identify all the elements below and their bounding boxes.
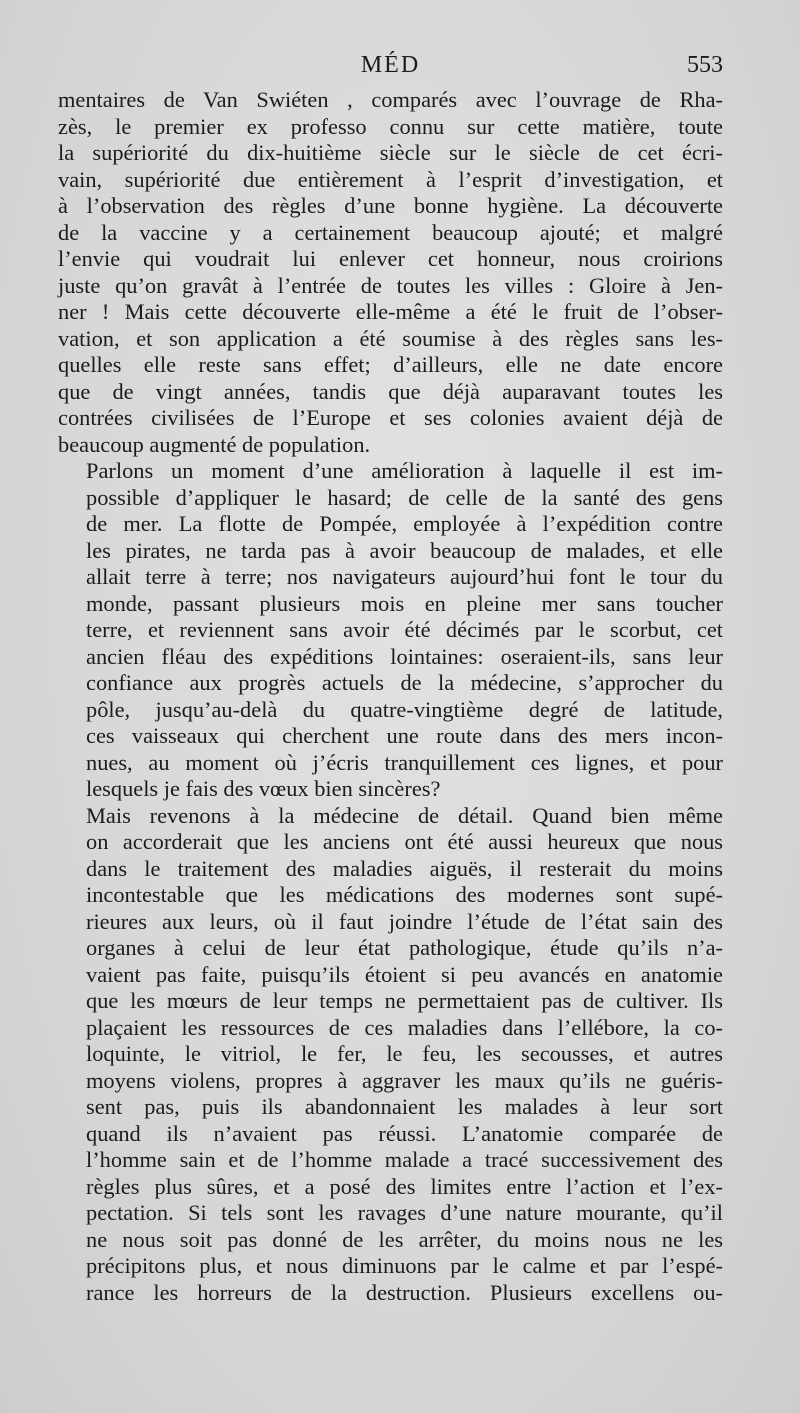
text-line: règles plus sûres, et a posé des limites entre l’action et l’ex- bbox=[86, 1173, 723, 1199]
text-line: quelles elle reste sans effet; d’ailleurs, elle ne date encore bbox=[58, 352, 723, 377]
text-line: ne nous soit pas donné de les arrêter, du moins nous ne les bbox=[86, 1226, 723, 1252]
text-line: l’homme sain et de l’homme malade a tracé successivement des bbox=[86, 1147, 723, 1172]
text-line: beaucoup augmenté de population. bbox=[58, 431, 371, 457]
text-line: dans le traitement des maladies aiguës, il resterait du moins bbox=[86, 855, 723, 881]
text-line: vation, et son application a été soumise à des règles sans les- bbox=[58, 325, 723, 351]
text-line: de la vaccine y a certainement beaucoup ajouté; et malgré bbox=[58, 219, 723, 245]
text-line: la supériorité du dix-huitième siècle sur le siècle de cet écri- bbox=[58, 140, 723, 165]
text-line: ancien fléau des expéditions lointaines: oseraient-ils, sans leur bbox=[86, 643, 723, 669]
text-line: pectation. Si tels sont les ravages d’une nature mourante, qu’il bbox=[86, 1200, 723, 1225]
text-line: terre, et reviennent sans avoir été décimés par le scorbut, cet bbox=[86, 617, 723, 642]
body-text bbox=[58, 87, 723, 1306]
text-line: ner ! Mais cette découverte elle-même a été le fruit de l’obser- bbox=[58, 299, 723, 324]
text-line: lesquels je fais des vœux bien sincères? bbox=[86, 776, 441, 801]
text-line: Parlons un moment d’une amélioration à laquelle il est im- bbox=[86, 458, 723, 483]
text-line: incontestable que les médications des modernes sont supé- bbox=[86, 882, 723, 907]
text-line: moyens violens, propres à aggraver les maux qu’ils ne guéris- bbox=[86, 1067, 723, 1093]
text-line: zès, le premier ex professo connu sur cette matière, toute bbox=[58, 113, 723, 139]
paragraph-3 bbox=[58, 803, 723, 1307]
text-line: juste qu’on gravât à l’entrée de toutes les villes : Gloire à Jen- bbox=[58, 272, 723, 298]
text-line: on accorderait que les anciens ont été aussi heureux que nous bbox=[86, 829, 723, 854]
running-head-title: MÉD bbox=[360, 52, 421, 78]
text-line: loquinte, le vitriol, le fer, le feu, les secousses, et autres bbox=[86, 1041, 723, 1066]
text-line: plaçaient les ressources de ces maladies dans l’ellébore, la co- bbox=[86, 1014, 723, 1040]
text-line: à l’observation des règles d’une bonne hygiène. La découverte bbox=[58, 193, 723, 218]
text-line: que de vingt années, tandis que déjà auparavant toutes les bbox=[58, 378, 723, 404]
text-line: monde, passant plusieurs mois en pleine mer sans toucher bbox=[86, 590, 723, 616]
text-line: précipitons plus, et nous diminuons par le calme et par l’espé- bbox=[86, 1253, 723, 1278]
text-line: contrées civilisées de l’Europe et ses colonies avaient déjà de bbox=[58, 405, 723, 430]
text-line: mentaires de Van Swiéten , comparés avec l’ouvrage de Rha- bbox=[58, 87, 723, 112]
text-line: organes à celui de leur état pathologique, étude qu’ils n’a- bbox=[86, 935, 723, 960]
text-line: que les mœurs de leur temps ne permettaient pas de cultiver. Ils bbox=[86, 988, 723, 1013]
text-line: quand ils n’avaient pas réussi. L’anatomie comparée de bbox=[86, 1120, 723, 1146]
paragraph-1 bbox=[58, 87, 723, 458]
page-number: 553 bbox=[687, 52, 723, 78]
text-line: ces vaisseaux qui cherchent une route dans des mers incon- bbox=[86, 723, 723, 748]
text-line: confiance aux progrès actuels de la médecine, s’approcher du bbox=[86, 670, 723, 695]
running-head bbox=[58, 52, 723, 86]
text-line: possible d’appliquer le hasard; de celle de la santé des gens bbox=[86, 484, 723, 510]
text-line: les pirates, ne tarda pas à avoir beaucoup de malades, et elle bbox=[86, 537, 723, 563]
text-line: vaient pas faite, puisqu’ils étoient si peu avancés en anatomie bbox=[86, 961, 723, 987]
text-line: Mais revenons à la médecine de détail. Quand bien même bbox=[86, 802, 723, 828]
text-line: nues, au moment où j’écris tranquillement ces lignes, et pour bbox=[86, 749, 723, 775]
text-line: l’envie qui voudrait lui enlever cet honneur, nous croirions bbox=[58, 246, 723, 271]
text-line: pôle, jusqu’au-delà du quatre-vingtième degré de latitude, bbox=[86, 696, 723, 722]
text-line: allait terre à terre; nos navigateurs aujourd’hui font le tour du bbox=[86, 564, 723, 589]
text-line: vain, supériorité due entièrement à l’esprit d’investigation, et bbox=[58, 166, 723, 192]
text-line: rieures aux leurs, où il faut joindre l’étude de l’état sain des bbox=[86, 908, 723, 934]
text-line: de mer. La flotte de Pompée, employée à l’expédition contre bbox=[86, 511, 723, 536]
text-line: rance les horreurs de la destruction. Plusieurs excellens ou- bbox=[86, 1279, 723, 1305]
text-line: sent pas, puis ils abandonnaient les malades à leur sort bbox=[86, 1094, 723, 1119]
paragraph-2 bbox=[58, 458, 723, 803]
